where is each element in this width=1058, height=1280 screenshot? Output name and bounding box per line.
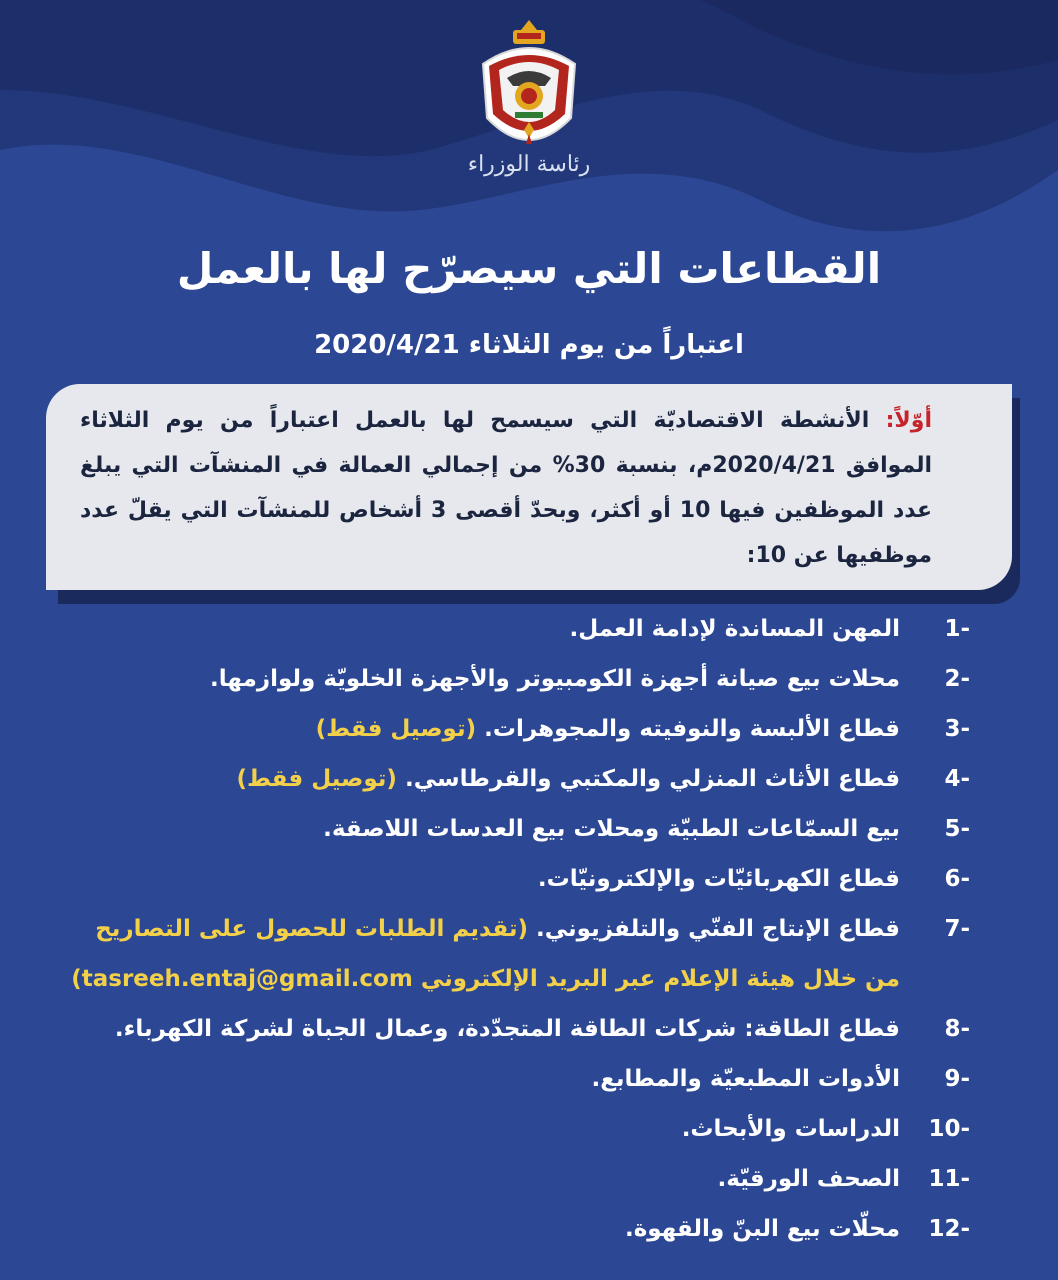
page-subtitle: اعتباراً من يوم الثلاثاء 2020/4/21 xyxy=(314,330,744,360)
item-number: 1- xyxy=(944,616,970,642)
list-item xyxy=(60,1154,970,1204)
item-label: بيع السمّاعات الطبيّة ومحلات بيع العدسات اللاصقة. xyxy=(323,816,900,842)
item-text xyxy=(60,1204,900,1254)
item-number: 10- xyxy=(928,1116,970,1142)
item-text xyxy=(60,754,900,804)
item-note-end: ) xyxy=(71,966,82,992)
email-link[interactable]: tasreeh.entaj@gmail.com xyxy=(81,966,413,992)
item-label: الأدوات المطبعيّة والمطابع. xyxy=(591,1066,900,1092)
item-text xyxy=(60,904,900,1004)
item-label: المهن المساندة لإدامة العمل. xyxy=(569,616,900,642)
item-text xyxy=(60,1054,900,1104)
item-label: قطاع الإنتاج الفنّي والتلفزيوني. xyxy=(528,916,900,942)
list-item xyxy=(60,1004,970,1054)
list-item xyxy=(60,1204,970,1254)
list-item xyxy=(60,654,970,704)
item-label: قطاع الكهربائيّات والإلكترونيّات. xyxy=(537,866,900,892)
list-item xyxy=(60,604,970,654)
item-label: محلّات بيع البنّ والقهوة. xyxy=(624,1216,900,1242)
item-label: محلات بيع صيانة أجهزة الكومبيوتر والأجهزة الخلويّة ولوازمها. xyxy=(210,666,900,692)
item-number: 2- xyxy=(944,666,970,692)
item-text xyxy=(60,804,900,854)
page-title: القطاعات التي سيصرّح لها بالعمل xyxy=(176,244,882,293)
item-text xyxy=(60,1004,900,1054)
item-number: 4- xyxy=(944,766,970,792)
list-item xyxy=(60,854,970,904)
intro-text: الأنشطة الاقتصاديّة التي سيسمح لها بالعمل اعتباراً من يوم الثلاثاء الموافق 2020/4/21م، بنسبة 30% من إجمالي العمالة في المنشآت التي يبلغ عدد الموظفين فيها 10 أو أكثر، وبحدّ أقصى 3 أشخاص للمنشآت التي يقلّ عدد موظفيها عن 10: xyxy=(80,408,933,568)
intro-label: أوّلاً: xyxy=(885,408,932,433)
item-label: الدراسات والأبحاث. xyxy=(681,1116,900,1142)
item-text xyxy=(60,1104,900,1154)
emblem-caption: رئاسة الوزراء xyxy=(467,152,591,177)
coat-of-arms-icon xyxy=(469,14,589,164)
item-text xyxy=(60,604,900,654)
list-item xyxy=(60,904,970,1004)
item-label: قطاع الألبسة والنوفيته والمجوهرات. xyxy=(476,716,900,742)
item-number: 9- xyxy=(944,1066,970,1092)
item-label: الصحف الورقيّة. xyxy=(717,1166,900,1192)
intro-card xyxy=(46,384,1012,590)
item-text xyxy=(60,1154,900,1204)
list-item xyxy=(60,804,970,854)
list-item xyxy=(60,704,970,754)
item-label: قطاع الطاقة: شركات الطاقة المتجدّدة، وعمال الجباة لشركة الكهرباء. xyxy=(114,1016,900,1042)
list-item xyxy=(60,754,970,804)
item-label: قطاع الأثاث المنزلي والمكتبي والقرطاسي. xyxy=(396,766,900,792)
item-number: 11- xyxy=(928,1166,970,1192)
list-item xyxy=(60,1104,970,1154)
item-number: 5- xyxy=(944,816,970,842)
item-note: (توصيل فقط) xyxy=(236,766,397,792)
item-number: 6- xyxy=(944,866,970,892)
item-text xyxy=(60,654,900,704)
item-text xyxy=(60,854,900,904)
intro-paragraph xyxy=(80,398,932,578)
list-item xyxy=(60,1054,970,1104)
item-note: (توصيل فقط) xyxy=(315,716,477,742)
item-number: 3- xyxy=(944,716,970,742)
item-number: 12- xyxy=(928,1216,970,1242)
item-number: 7- xyxy=(944,916,970,942)
item-text xyxy=(60,704,900,754)
item-note: (تقديم الطلبات للحصول على التصاريح من خلال هيئة الإعلام عبر البريد الإلكتروني xyxy=(95,916,900,992)
item-number: 8- xyxy=(944,1016,970,1042)
sector-list xyxy=(60,604,970,1254)
